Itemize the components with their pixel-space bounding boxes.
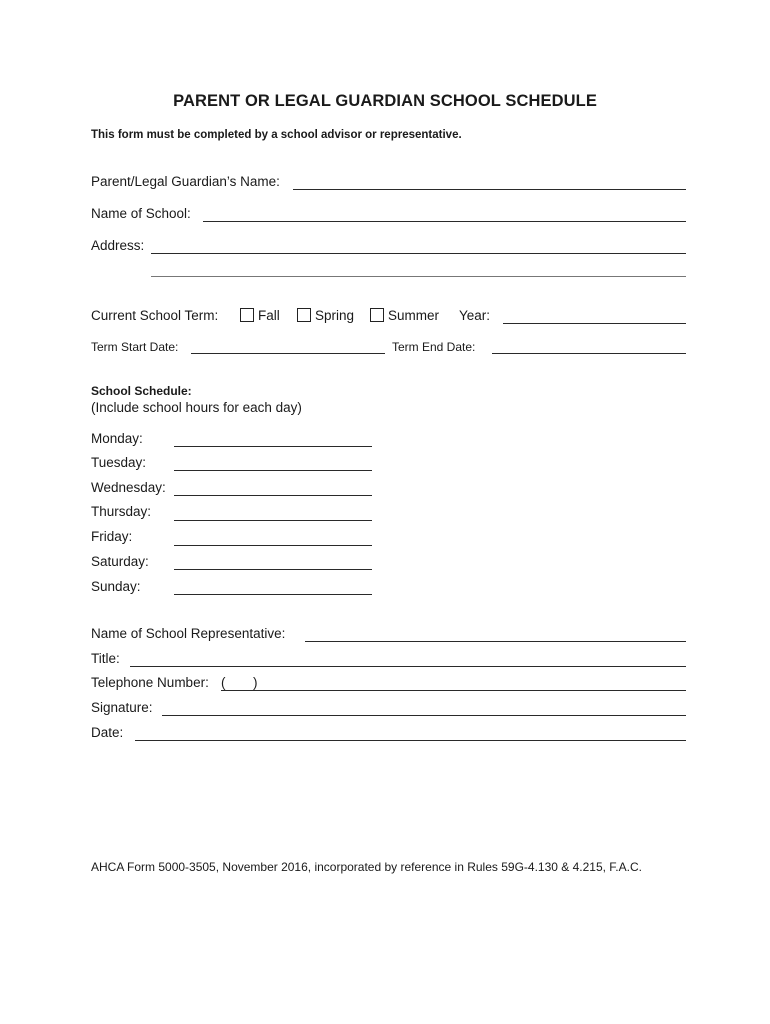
term-start-label: Term Start Date: [91, 340, 179, 354]
wednesday-field[interactable] [174, 495, 372, 496]
form-title: PARENT OR LEGAL GUARDIAN SCHOOL SCHEDULE [173, 92, 597, 110]
phone-area-close-paren: ) [253, 675, 258, 690]
year-label: Year: [459, 308, 491, 323]
year-field[interactable] [503, 323, 686, 324]
form-footer: AHCA Form 5000-3505, November 2016, incorporated by reference in Rules 59G-4.130 & 4.215, F.A.C. [91, 860, 642, 874]
representative-title-label: Title: [91, 651, 120, 666]
thursday-field[interactable] [174, 520, 372, 521]
sunday-label: Sunday: [91, 579, 141, 594]
school-term-label: Current School Term: [91, 308, 219, 323]
term-end-label: Term End Date: [392, 340, 476, 354]
summer-checkbox[interactable] [370, 308, 384, 322]
sunday-field[interactable] [174, 594, 372, 595]
signature-label: Signature: [91, 700, 153, 715]
address-label: Address: [91, 238, 145, 253]
guardian-name-field[interactable] [293, 189, 686, 190]
representative-name-label: Name of School Representative: [91, 626, 286, 641]
fall-checkbox[interactable] [240, 308, 254, 322]
schedule-heading: School Schedule: [91, 384, 192, 398]
term-end-field[interactable] [492, 353, 686, 354]
signature-field[interactable] [162, 715, 686, 716]
telephone-label: Telephone Number: [91, 675, 209, 690]
fall-option-label: Fall [258, 308, 280, 323]
friday-field[interactable] [174, 545, 372, 546]
tuesday-label: Tuesday: [91, 455, 147, 470]
address-field-line-2[interactable] [151, 276, 686, 277]
telephone-field[interactable] [221, 690, 686, 691]
representative-name-field[interactable] [305, 641, 686, 642]
tuesday-field[interactable] [174, 470, 372, 471]
address-field-line-1[interactable] [151, 253, 686, 254]
wednesday-label: Wednesday: [91, 480, 166, 495]
school-name-label: Name of School: [91, 206, 191, 221]
term-start-field[interactable] [191, 353, 385, 354]
guardian-name-label: Parent/Legal Guardian’s Name: [91, 174, 280, 189]
date-label: Date: [91, 725, 124, 740]
saturday-label: Saturday: [91, 554, 149, 569]
spring-checkbox[interactable] [297, 308, 311, 322]
saturday-field[interactable] [174, 569, 372, 570]
spring-option-label: Spring [315, 308, 355, 323]
friday-label: Friday: [91, 529, 133, 544]
schedule-subheading: (Include school hours for each day) [91, 400, 302, 415]
form-instruction: This form must be completed by a school advisor or representative. [91, 129, 462, 141]
phone-area-open-paren: ( [221, 675, 226, 690]
monday-field[interactable] [174, 446, 372, 447]
monday-label: Monday: [91, 431, 143, 446]
date-field[interactable] [135, 740, 686, 741]
thursday-label: Thursday: [91, 504, 152, 519]
representative-title-field[interactable] [130, 666, 686, 667]
summer-option-label: Summer [388, 308, 440, 323]
school-name-field[interactable] [203, 221, 686, 222]
